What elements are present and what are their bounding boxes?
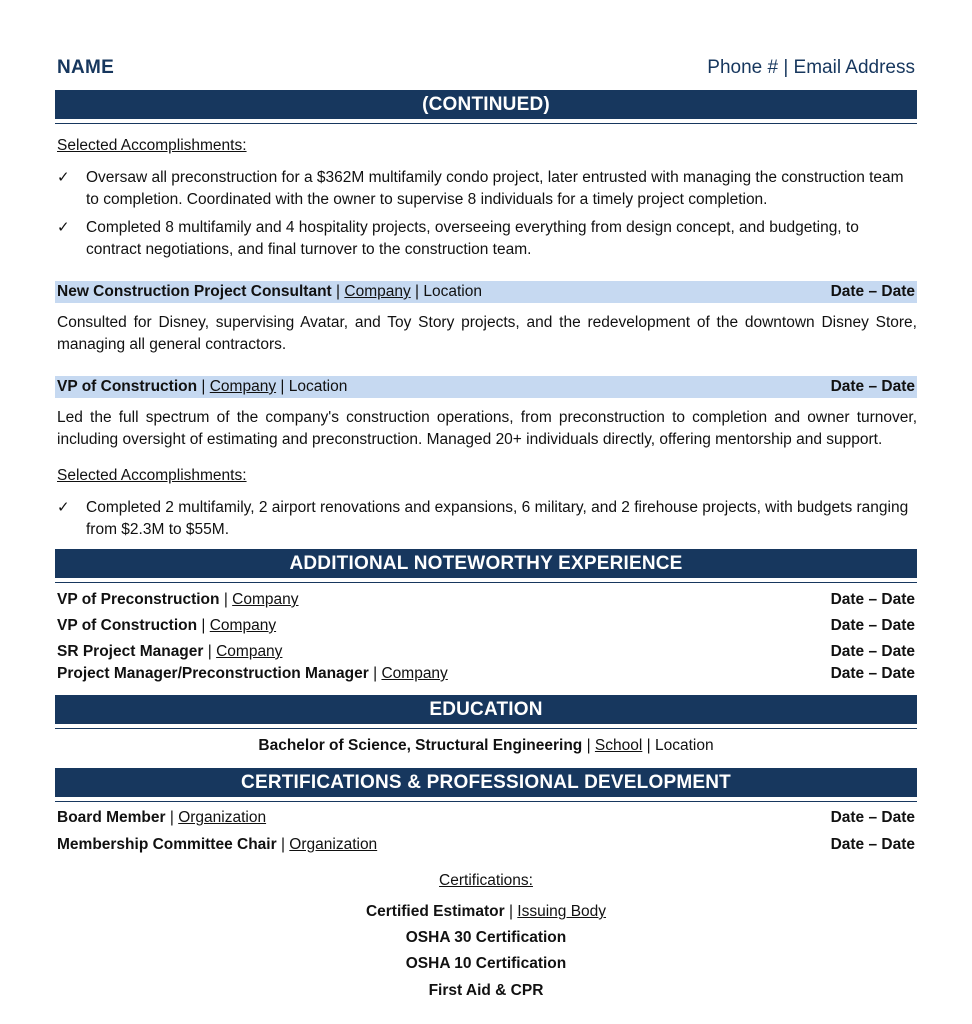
certifications-label-line — [55, 870, 917, 892]
company-link[interactable]: Company — [232, 591, 299, 608]
job-title: New Construction Project Consultant — [57, 283, 332, 300]
role-dates: Date – Date — [830, 591, 915, 608]
separator: | — [646, 737, 651, 754]
separator: | — [336, 283, 341, 300]
role-title: VP of Construction — [57, 617, 198, 634]
position-title: Membership Committee Chair — [57, 836, 277, 853]
development-row — [57, 807, 915, 829]
section-header-additional: ADDITIONAL NOTEWORTHY EXPERIENCE — [55, 549, 917, 578]
job-title: VP of Construction — [57, 378, 198, 395]
list-item — [57, 217, 917, 260]
accomplishments-label: Selected Accomplishments: — [57, 467, 247, 484]
checkmark-icon: ✓ — [57, 219, 70, 236]
job-description: Led the full spectrum of the company's construction operations, from preconstruction to completion and owner turnover, including oversight of estimating and preconstruction. Managed 20+ individuals directly, offering mentorship and support. — [57, 409, 917, 448]
list-item — [57, 167, 917, 210]
section-header-certifications: CERTIFICATIONS & PROFESSIONAL DEVELOPMENT — [55, 768, 917, 797]
job-dates: Date – Date — [830, 283, 915, 300]
company-link[interactable]: Company — [344, 283, 411, 300]
organization-link[interactable]: Organization — [289, 836, 378, 853]
job-header-row — [55, 376, 917, 398]
separator: | — [586, 737, 591, 754]
job-title-line — [57, 376, 347, 398]
bullet-text: Oversaw all preconstruction for a $362M multifamily condo project, later entrusted with managing the construction team to completion. Coordinated with the owner to supervise 8 individuals for a timely project completion. — [86, 169, 904, 208]
position-title: Board Member — [57, 809, 166, 826]
company-link[interactable]: Company — [216, 643, 283, 660]
development-row — [57, 834, 915, 856]
separator: | — [207, 643, 212, 660]
role-title: SR Project Manager — [57, 643, 204, 660]
certification-item — [55, 980, 917, 1002]
role-title: VP of Preconstruction — [57, 591, 220, 608]
role-title: Project Manager/Preconstruction Manager — [57, 665, 369, 682]
section-header-education: EDUCATION — [55, 695, 917, 724]
checkmark-icon: ✓ — [57, 499, 70, 516]
school-location: Location — [654, 737, 714, 754]
company-link[interactable]: Company — [381, 665, 448, 682]
bullet-text: Completed 2 multifamily, 2 airport renovations and expansions, 6 military, and 2 firehouse projects, with budgets ranging from $2.3M to $55M. — [86, 499, 909, 538]
separator: | — [280, 378, 285, 395]
job-location: Location — [423, 283, 482, 300]
school-link[interactable]: School — [594, 737, 643, 754]
separator: | — [201, 378, 206, 395]
certification-item — [55, 901, 917, 923]
job-header-row — [55, 281, 917, 303]
role-dates: Date – Date — [830, 665, 915, 682]
separator: | — [415, 283, 420, 300]
position-dates: Date – Date — [830, 836, 915, 853]
separator: | — [508, 903, 513, 920]
separator: | — [373, 665, 378, 682]
checkmark-icon: ✓ — [57, 169, 70, 186]
company-link[interactable]: Company — [209, 617, 277, 634]
separator: | — [201, 617, 206, 634]
resume-name: NAME — [57, 57, 115, 78]
job-title-line — [57, 281, 482, 303]
certification-title: OSHA 30 Certification — [405, 929, 567, 946]
certification-title: First Aid & CPR — [428, 982, 544, 999]
certification-title: OSHA 10 Certification — [405, 955, 567, 972]
experience-row — [57, 589, 915, 611]
bullet-text: Completed 8 multifamily and 4 hospitality projects, overseeing everything from design concept, and budgeting, to contract negotiations, and final turnover to the construction team. — [86, 219, 859, 258]
role-dates: Date – Date — [830, 643, 915, 660]
separator: | — [223, 591, 228, 608]
contact-info: Phone # | Email Address — [707, 57, 915, 78]
certification-title: Certified Estimator — [365, 903, 505, 920]
experience-row — [57, 663, 915, 685]
education-line — [55, 735, 917, 757]
certification-item — [55, 927, 917, 949]
job-dates: Date – Date — [830, 378, 915, 395]
section-header-continued: (CONTINUED) — [55, 90, 917, 119]
position-dates: Date – Date — [830, 809, 915, 826]
certification-item — [55, 953, 917, 975]
separator: | — [280, 836, 285, 853]
separator: | — [169, 809, 174, 826]
accomplishments-label: Selected Accomplishments: — [57, 137, 247, 154]
role-dates: Date – Date — [830, 617, 915, 634]
list-item — [57, 497, 917, 540]
experience-row — [57, 615, 915, 637]
experience-row — [57, 641, 915, 663]
certifications-label: Certifications: — [439, 872, 533, 889]
job-location: Location — [288, 378, 348, 395]
job-description: Consulted for Disney, supervising Avatar, and Toy Story projects, and the redevelopment of the downtown Disney Store, managing all general contractors. — [57, 314, 917, 353]
organization-link[interactable]: Organization — [178, 809, 267, 826]
degree: Bachelor of Science, Structural Engineering — [258, 737, 583, 754]
company-link[interactable]: Company — [209, 378, 277, 395]
issuing-body-link[interactable]: Issuing Body — [517, 903, 607, 920]
